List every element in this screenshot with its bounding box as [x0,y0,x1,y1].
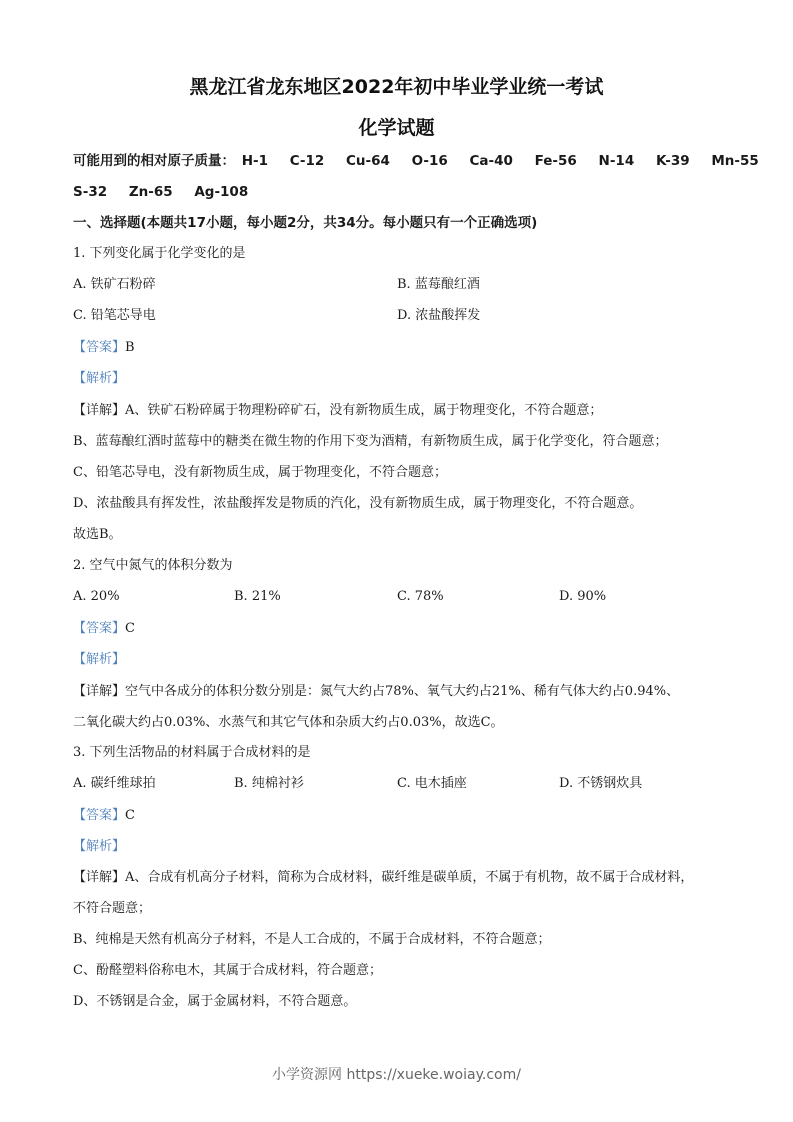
answer-value: B [125,340,135,355]
question-1-detail-1 [73,402,602,420]
atomic-mass-item: Ca-40 [469,153,513,169]
atomic-mass-item: N-14 [598,153,635,169]
question-3-option-c: C. 电木插座 [397,776,467,791]
question-1-option-a: A. 铁矿石粉碎 [73,277,156,292]
question-1-detail-3: C、铅笔芯导电，没有新物质生成，属于物理变化，不符合题意； [73,465,447,480]
question-3-detail-5: D、不锈钢是合金，属于金属材料，不符合题意。 [73,994,357,1009]
question-3-detail-4: C、酚醛塑料俗称电木，其属于合成材料，符合题意； [73,963,382,978]
question-3-option-b: B. 纯棉衬衫 [234,776,304,791]
atomic-masses-label: 可能用到的相对原子质量： [73,153,235,169]
question-1-detail-2: B、蓝莓酿红酒时蓝莓中的糖类在微生物的作用下变为酒精，有新物质生成，属于化学变化，符合题意； [73,434,668,449]
question-2-detail-2: 二氧化碳大约占0.03%、水蒸气和其它气体和杂质大约占0.03%，故选C。 [73,715,504,730]
atomic-mass-item: Ag-108 [194,184,249,200]
question-1-conclusion: 故选B。 [73,527,122,542]
footer-watermark: 小学资源网 https://xueke.woiay.com/ [272,1067,521,1083]
detail-text: 空气中各成分的体积分数分别是：氮气大约占78%、氧气大约占21%、稀有气体大约占0.94%、 [125,684,680,699]
exam-subtitle: 化学试题 [358,117,435,139]
atomic-mass-item: O-16 [411,153,448,169]
question-1-option-c: C. 铅笔芯导电 [73,308,156,323]
question-1-option-b: B. 蓝莓酿红酒 [397,277,480,292]
detail-label: 【详解】 [73,403,126,418]
question-2-option-d: D. 90% [559,589,607,604]
question-1-analysis-label: 【解析】 [73,371,126,386]
question-2-detail-1 [73,683,679,701]
atomic-mass-item: Zn-65 [128,184,173,200]
exam-title: 黑龙江省龙东地区2022年初中毕业学业统一考试 [189,76,604,98]
atomic-mass-item: C-12 [289,153,325,169]
detail-text: A、铁矿石粉碎属于物理粉碎矿石，没有新物质生成，属于物理变化，不符合题意； [125,403,603,418]
question-2-option-a: A. 20% [73,589,120,604]
section-heading: 一、选择题(本题共17小题，每小题2分，共34分。每小题只有一个正确选项) [73,215,538,231]
atomic-mass-item: Fe-56 [534,153,577,169]
question-1-detail-4: D、浓盐酸具有挥发性，浓盐酸挥发是物质的汽化，没有新物质生成，属于物理变化，不符合题意。 [73,496,643,511]
answer-label: 【答案】 [73,808,126,823]
question-1-option-d: D. 浓盐酸挥发 [397,308,481,323]
question-3-analysis-label: 【解析】 [73,839,126,854]
atomic-mass-item: K-39 [655,153,690,169]
question-2-stem: 2. 空气中氮气的体积分数为 [73,558,233,573]
detail-label: 【详解】 [73,684,126,699]
question-3-detail-3: B、纯棉是天然有机高分子材料，不是人工合成的，不属于合成材料，不符合题意； [73,932,551,947]
question-3-option-d: D. 不锈钢炊具 [559,776,643,791]
question-3-answer [73,807,135,825]
atomic-mass-item: Cu-64 [346,153,390,169]
question-3-detail-1 [73,869,693,887]
question-3-option-a: A. 碳纤维球拍 [73,776,156,791]
atomic-mass-item: H-1 [241,153,268,169]
atomic-masses-line-2 [73,183,265,201]
atomic-mass-item: S-32 [73,184,108,200]
answer-value: C [125,808,135,823]
question-2-answer [73,620,135,638]
question-2-option-b: B. 21% [234,589,281,604]
answer-label: 【答案】 [73,340,126,355]
question-1-answer [73,339,135,357]
answer-value: C [125,621,135,636]
detail-label: 【详解】 [73,870,126,885]
question-1-stem: 1. 下列变化属于化学变化的是 [73,246,246,261]
question-2-analysis-label: 【解析】 [73,652,126,667]
detail-text: A、合成有机高分子材料，简称为合成材料，碳纤维是碳单质，不属于有机物，故不属于合成材料， [125,870,694,885]
question-3-detail-2: 不符合题意； [73,901,152,916]
answer-label: 【答案】 [73,621,126,636]
question-3-stem: 3. 下列生活物品的材料属于合成材料的是 [73,745,311,760]
atomic-masses-line-1 [73,152,776,170]
atomic-mass-item: Mn-55 [711,153,759,169]
question-2-option-c: C. 78% [397,589,444,604]
